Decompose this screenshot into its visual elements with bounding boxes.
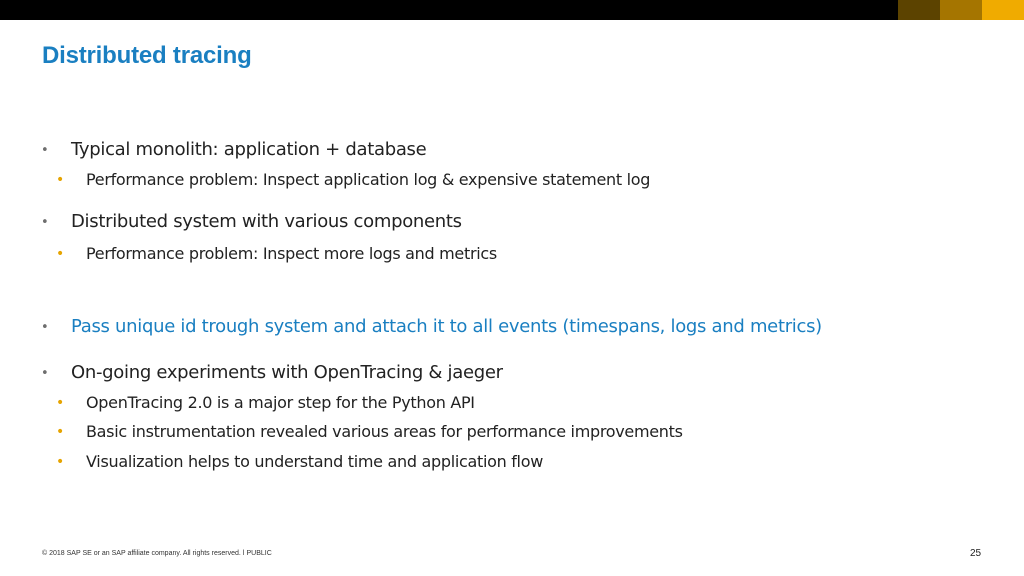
bullet-dot: • <box>56 395 64 411</box>
bullet-text: Performance problem: Inspect application log & expensive statement log <box>86 170 651 189</box>
bullet-text: Performance problem: Inspect more logs and metrics <box>86 244 497 263</box>
bullet-text: OpenTracing 2.0 is a major step for the Python API <box>86 393 475 412</box>
bullet-dot: • <box>56 172 64 188</box>
top-bar <box>0 0 1024 20</box>
bullet-dot: • <box>56 454 64 470</box>
bullet-text: Pass unique id trough system and attach it to all events (timespans, logs and metrics) <box>71 316 822 337</box>
brand-swatch-dark <box>898 0 940 20</box>
bullet-dot: • <box>41 143 49 158</box>
bullet-text: On-going experiments with OpenTracing & jaeger <box>71 362 503 383</box>
slide-title: Distributed tracing <box>42 42 252 69</box>
bullet-dot: • <box>41 320 49 335</box>
bullet-dot: • <box>41 366 49 381</box>
bullet-dot: • <box>56 424 64 440</box>
bullet-text: Basic instrumentation revealed various areas for performance improvements <box>86 422 683 441</box>
bullet-text: Visualization helps to understand time and application flow <box>86 452 543 471</box>
bullet-dot: • <box>41 215 49 230</box>
bullet-text: Typical monolith: application + database <box>71 139 427 160</box>
page-number: 25 <box>970 548 982 559</box>
brand-swatch-medium <box>940 0 982 20</box>
bullet-text: Distributed system with various components <box>71 211 462 232</box>
brand-swatch-light <box>982 0 1024 20</box>
bullet-dot: • <box>56 246 64 262</box>
footer-copyright: © 2018 SAP SE or an SAP affiliate company. All rights reserved. ǀ PUBLIC <box>42 550 272 557</box>
